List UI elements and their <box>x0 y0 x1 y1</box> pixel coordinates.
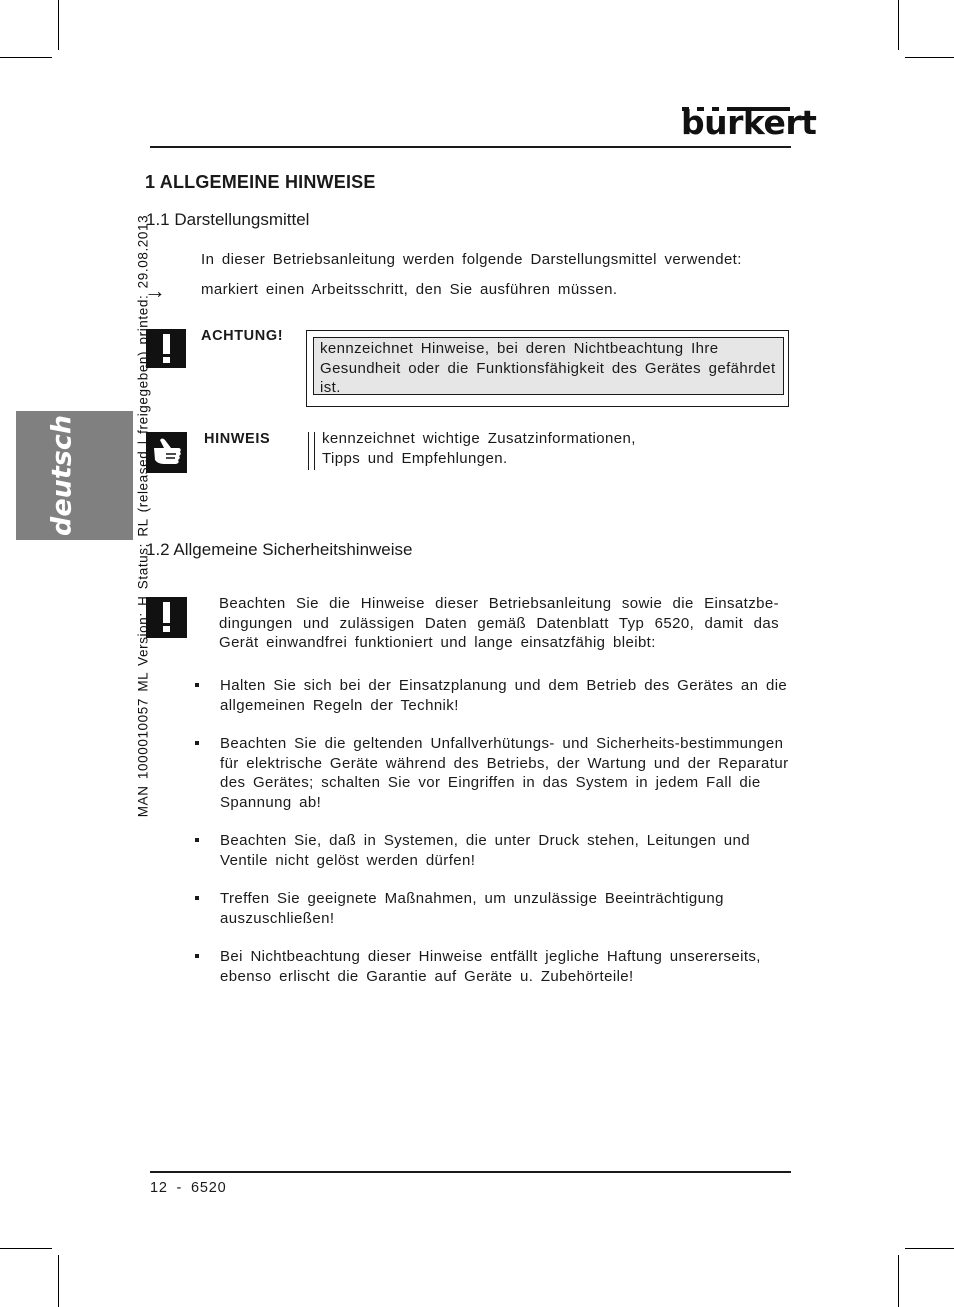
arrow-right-icon: → <box>144 278 166 303</box>
subsection-title: 1.1 Darstellungsmittel <box>146 210 310 229</box>
list-item <box>195 734 795 812</box>
list-item <box>195 947 795 986</box>
note-label: HINWEIS <box>204 431 271 447</box>
list-item-text: Bei Nichtbeachtung dieser Hinweise entfällt jegliche Haftung unsererseits, ebenso erlischt die Garantie auf Geräte u. Zubehörteile! <box>220 948 761 985</box>
header-rule <box>150 146 791 148</box>
list-item <box>195 831 795 870</box>
list-item-text: Beachten Sie, daß in Systemen, die unter Druck stehen, Leitungen und Ventile nicht gelöst werden dürfen! <box>220 832 750 869</box>
note-bar <box>314 432 315 470</box>
crop-mark <box>898 0 899 50</box>
crop-mark <box>905 1248 954 1249</box>
language-tab-label: deutsch <box>46 414 78 536</box>
note-text-line1: kennzeichnet wichtige Zusatzinformationen, <box>322 430 636 447</box>
crop-mark <box>0 1248 52 1249</box>
list-item <box>195 676 795 715</box>
list-item-text: Halten Sie sich bei der Einsatzplanung und dem Betrieb des Gerätes an die allgemeinen Regeln der Technik! <box>220 677 788 714</box>
exclamation-icon <box>146 329 186 368</box>
intro-text: In dieser Betriebsanleitung werden folgende Darstellungsmittel verwendet: <box>201 251 742 268</box>
crop-mark <box>0 57 52 58</box>
exclamation-icon <box>146 597 187 638</box>
subsection-title: 1.2 Allgemeine Sicherheitshinweise <box>146 540 413 559</box>
bullet-icon <box>195 896 199 900</box>
list-item <box>195 889 795 928</box>
warning-label: ACHTUNG! <box>201 328 284 344</box>
safety-intro: Beachten Sie die Hinweise dieser Betriebsanleitung sowie die Einsatzbe-dingungen und zulässigen Daten gemäß Datenblatt Typ 6520, damit das Gerät einwandfrei funktioniert und lange einsatzfähig bleibt: <box>219 595 779 651</box>
step-description: markiert einen Arbeitsschritt, den Sie ausführen müssen. <box>201 281 618 298</box>
crop-mark <box>905 57 954 58</box>
note-bar <box>308 432 309 470</box>
bullet-icon <box>195 683 199 687</box>
bullet-icon <box>195 741 199 745</box>
safety-list <box>195 676 795 1005</box>
crop-mark <box>898 1255 899 1307</box>
list-item-text: Treffen Sie geeignete Maßnahmen, um unzulässige Beeinträchtigung auszuschließen! <box>220 890 724 927</box>
crop-mark <box>58 0 59 50</box>
footer-rule <box>150 1171 791 1173</box>
bullet-icon <box>195 954 199 958</box>
crop-mark <box>58 1255 59 1307</box>
list-item-text: Beachten Sie die geltenden Unfallverhütungs- und Sicherheits-bestimmungen für elektrische Geräte während des Betriebs, der Wartung und der Reparatur des Gerätes; schalten Sie vor Eingriffen in das System in jedem Fall die Spannung ab! <box>220 735 789 811</box>
logo-wordmark: burkert <box>681 103 817 142</box>
document-status-line: MAN 1000010057 ML Version: H Status: RL (released | freigegeben) printed: 29.08.2013 <box>135 214 151 818</box>
bullet-icon <box>195 838 199 842</box>
section-title: 1 ALLGEMEINE HINWEISE <box>145 172 376 192</box>
note-text-line2: Tipps und Empfehlungen. <box>322 450 508 467</box>
warning-text: kennzeichnet Hinweise, bei deren Nichtbeachtung Ihre Gesundheit oder die Funktionsfähigkeit des Gerätes gefährdet ist. <box>313 337 784 395</box>
page-number: 12 - 6520 <box>150 1180 227 1196</box>
pointing-hand-icon <box>146 432 187 473</box>
